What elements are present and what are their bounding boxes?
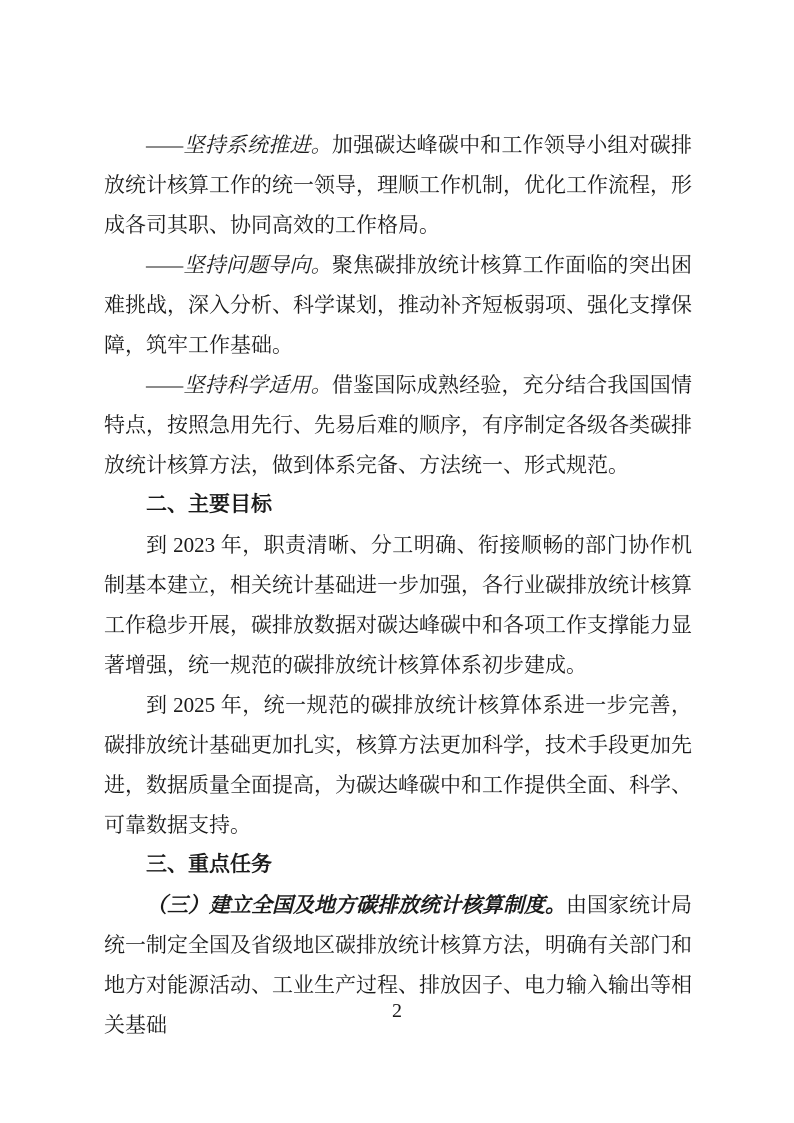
paragraph [104, 525, 692, 685]
paragraph-lead: ——坚持科学适用。 [146, 373, 332, 397]
document-body [104, 125, 692, 1045]
paragraph-text: 到 2023 年，职责清晰、分工明确、衔接顺畅的部门协作机制基本建立，相关统计基础进一步加强，各行业碳排放统计核算工作稳步开展，碳排放数据对碳达峰碳中和各项工作支撑能力显著增强，统一规范的碳排放统计核算体系初步建成。 [104, 533, 692, 677]
paragraph-text: 加强碳达峰碳中和工作领导小组对碳排放统计核算工作的统一领导，理顺工作机制，优化工作流程，形成各司其职、协同高效的工作格局。 [104, 133, 692, 237]
paragraph-text: 到 2025 年，统一规范的碳排放统计核算体系进一步完善，碳排放统计基础更加扎实，核算方法更加科学，技术手段更加先进，数据质量全面提高，为碳达峰碳中和工作提供全面、科学、可靠数据支持。 [104, 693, 692, 837]
section-heading: 二、主要目标 [146, 493, 272, 516]
paragraph [104, 245, 692, 365]
section-heading: 三、重点任务 [146, 853, 272, 876]
paragraph [104, 685, 692, 845]
page-number: 2 [392, 1000, 402, 1022]
paragraph-text: 聚焦碳排放统计核算工作面临的突出困难挑战，深入分析、科学谋划，推动补齐短板弱项、强化支撑保障，筑牢工作基础。 [104, 253, 692, 357]
paragraph-lead: ——坚持问题导向。 [146, 253, 332, 277]
paragraph [104, 365, 692, 485]
paragraph-text: 由国家统计局统一制定全国及省级地区碳排放统计核算方法，明确有关部门和地方对能源活动、工业生产过程、排放因子、电力输入输出等相关基础 [104, 893, 692, 1037]
paragraph-text: 借鉴国际成熟经验，充分结合我国国情特点，按照急用先行、先易后难的顺序，有序制定各级各类碳排放统计核算方法，做到体系完备、方法统一、形式规范。 [104, 373, 692, 477]
paragraph-lead: ——坚持系统推进。 [146, 133, 332, 157]
paragraph [104, 125, 692, 245]
paragraph-lead: （三）建立全国及地方碳排放统计核算制度。 [146, 893, 566, 917]
